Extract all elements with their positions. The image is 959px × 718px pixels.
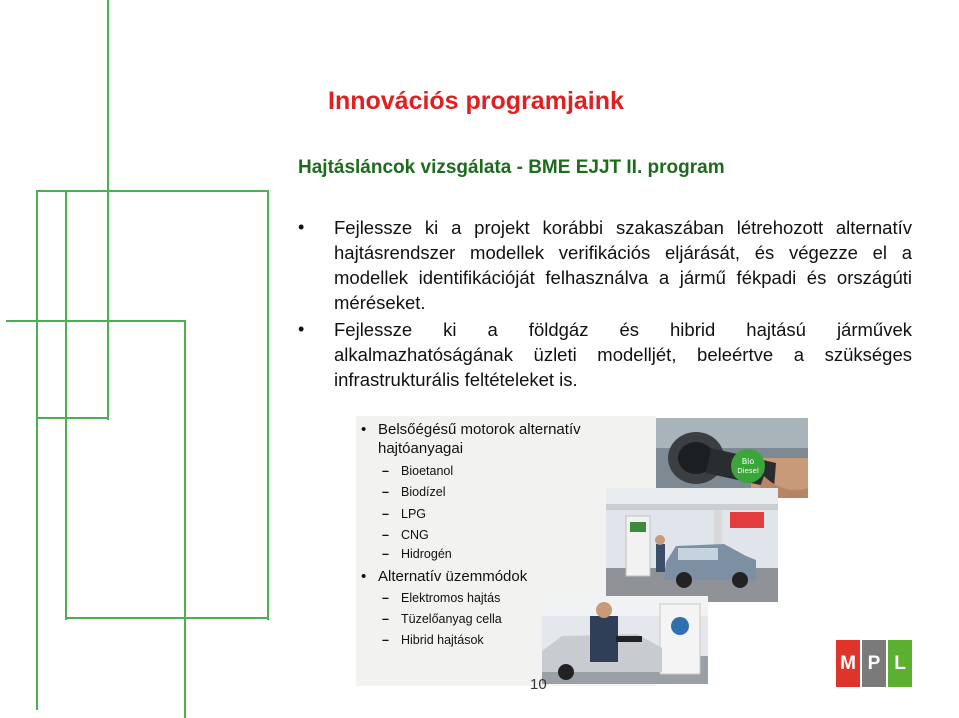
deco-line <box>267 190 269 620</box>
bullet-icon: • <box>361 421 367 438</box>
mode-item: – Elektromos hajtás <box>382 591 501 605</box>
logo-letter: M <box>836 640 860 687</box>
bullet-item <box>298 215 912 315</box>
gas-station-photo <box>606 488 778 602</box>
bullet-text: Fejlessze ki a projekt korábbi szakaszában létrehozott alternatív hajtásrendszer modellek verifikációs eljárását, és végezze el a modellek identifikációját felhasználva a jármű fékpadi és országúti méréseket. <box>334 217 912 313</box>
fuel-item: – LPG <box>382 507 427 521</box>
deco-line <box>184 320 186 718</box>
bullet-list <box>298 215 912 394</box>
fuel-item: – Biodízel <box>382 485 446 499</box>
bullet-icon: • <box>298 319 305 339</box>
fuel-nozzle-photo <box>656 418 808 498</box>
deco-line <box>36 190 269 192</box>
deco-line <box>6 320 186 322</box>
deco-line <box>36 417 109 419</box>
bullet-text: Fejlessze ki a földgáz és hibrid hajtású járművek alkalmazhatóságának üzleti modelljét, beleértve a szükséges infrastrukturális feltételeket is. <box>334 319 912 390</box>
slide-title: Innovációs programjaink <box>328 87 624 115</box>
svg-text:Diesel: Diesel <box>737 467 759 475</box>
bullet-icon: • <box>361 568 367 585</box>
fuel-item: – CNG <box>382 528 429 542</box>
svg-text:Bio: Bio <box>741 457 755 466</box>
logo-letter: P <box>862 640 886 687</box>
group2-heading: • Alternatív üzemmódok <box>361 568 528 585</box>
alternative-fuels-picture <box>356 416 808 686</box>
mode-item: – Tüzelőanyag cella <box>382 612 502 626</box>
logo-letter: L <box>888 640 912 687</box>
mode-item: – Hibrid hajtások <box>382 633 484 647</box>
mpl-logo <box>836 640 912 687</box>
deco-line <box>65 190 67 620</box>
refueling-photo <box>542 596 708 684</box>
group1-heading: • Belsőégésű motorok alternatív hajtóanyagai <box>361 421 581 457</box>
fuel-item: – Bioetanol <box>382 464 454 478</box>
deco-line <box>36 190 38 710</box>
fuel-item: – Hidrogén <box>382 547 452 561</box>
slide-subtitle: Hajtásláncok vizsgálata - BME EJJT II. program <box>298 157 725 178</box>
deco-line <box>65 617 269 619</box>
deco-line <box>107 0 109 420</box>
bullet-icon: • <box>298 217 305 237</box>
bullet-item <box>298 317 912 392</box>
page-number: 10 <box>530 676 547 693</box>
